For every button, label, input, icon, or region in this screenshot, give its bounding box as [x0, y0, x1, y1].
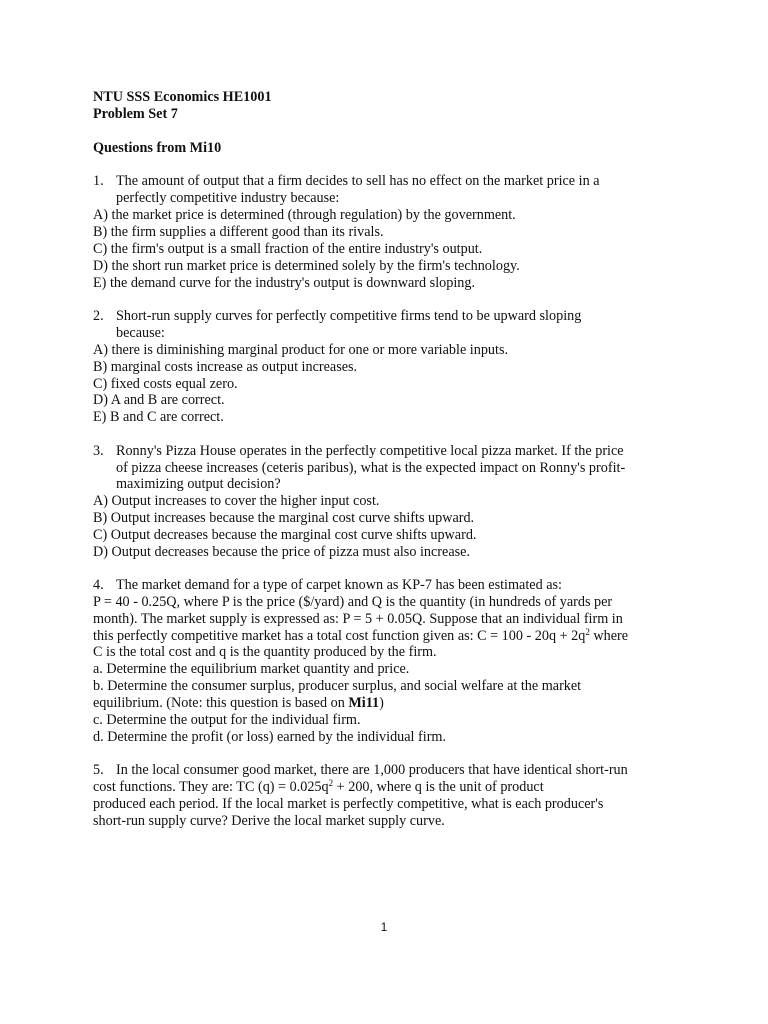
sub-question: b. Determine the consumer surplus, producer surplus, and social welfare at the market — [93, 678, 582, 694]
question-text: Ronny's Pizza House operates in the perfectly competitive local pizza market. If the price — [116, 443, 624, 459]
question-number: 3. — [93, 443, 104, 459]
answer-option: B) marginal costs increase as output increases. — [93, 359, 358, 375]
answer-option: A) there is diminishing marginal product for one or more variable inputs. — [93, 342, 509, 358]
tc-function-text: cost functions. They are: TC (q) = 0.025q — [93, 779, 329, 795]
question-text: C is the total cost and q is the quantity produced by the firm. — [93, 644, 437, 660]
note-close: ) — [379, 695, 384, 711]
section-title: Questions from Mi10 — [93, 140, 222, 156]
question-text: The amount of output that a firm decides to sell has no effect on the market price in a — [116, 173, 600, 189]
question-text: maximizing output decision? — [116, 476, 281, 492]
course-title: NTU SSS Economics HE1001 — [93, 89, 272, 105]
page-number: 1 — [380, 920, 388, 934]
question-text: Short-run supply curves for perfectly competitive firms tend to be upward sloping — [116, 308, 582, 324]
question-number: 5. — [93, 762, 104, 778]
answer-option: B) the firm supplies a different good than its rivals. — [93, 224, 384, 240]
question-text: because: — [116, 325, 165, 341]
cost-function-text: this perfectly competitive market has a total cost function given as: C = 100 - 20q + 2q — [93, 628, 586, 644]
tc-function-suffix: + 200, where q is the unit of product — [333, 779, 544, 795]
cost-function-line — [93, 628, 628, 645]
answer-option: C) Output decreases because the marginal cost curve shifts upward. — [93, 527, 477, 543]
question-text: In the local consumer good market, there are 1,000 producers that have identical short-run — [116, 762, 628, 778]
sub-question: a. Determine the equilibrium market quantity and price. — [93, 661, 410, 677]
question-number: 2. — [93, 308, 104, 324]
question-number: 1. — [93, 173, 104, 189]
question-number: 4. — [93, 577, 104, 593]
problem-set-title: Problem Set 7 — [93, 106, 178, 122]
answer-option: E) B and C are correct. — [93, 409, 224, 425]
answer-option: E) the demand curve for the industry's output is downward sloping. — [93, 275, 476, 291]
answer-option: A) the market price is determined (through regulation) by the government. — [93, 207, 516, 223]
note-reference: Mi11 — [348, 695, 380, 711]
answer-option: D) A and B are correct. — [93, 392, 225, 408]
note-line — [93, 695, 384, 712]
answer-option: C) fixed costs equal zero. — [93, 376, 238, 392]
question-text: month). The market supply is expressed as: P = 5 + 0.05Q. Suppose that an individual firm in — [93, 611, 623, 627]
question-text: perfectly competitive industry because: — [116, 190, 340, 206]
answer-option: D) the short run market price is determined solely by the firm's technology. — [93, 258, 520, 274]
answer-option: D) Output decreases because the price of pizza must also increase. — [93, 544, 470, 560]
cost-function-suffix: where — [589, 628, 629, 644]
question-text: P = 40 - 0.25Q, where P is the price ($/yard) and Q is the quantity (in hundreds of yards per — [93, 594, 613, 610]
answer-option: A) Output increases to cover the higher input cost. — [93, 493, 380, 509]
question-text: short-run supply curve? Derive the local market supply curve. — [93, 813, 445, 829]
sub-question: d. Determine the profit (or loss) earned by the individual firm. — [93, 729, 447, 745]
answer-option: B) Output increases because the marginal cost curve shifts upward. — [93, 510, 475, 526]
note-text: equilibrium. (Note: this question is based on — [93, 695, 349, 711]
question-text: produced each period. If the local market is perfectly competitive, what is each producer's — [93, 796, 604, 812]
question-text: of pizza cheese increases (ceteris paribus), what is the expected impact on Ronny's profit- — [116, 460, 626, 476]
answer-option: C) the firm's output is a small fraction of the entire industry's output. — [93, 241, 483, 257]
tc-function-line — [93, 779, 544, 796]
exponent: 2 — [585, 627, 590, 637]
sub-question: c. Determine the output for the individual firm. — [93, 712, 361, 728]
exponent: 2 — [328, 778, 334, 788]
question-text: The market demand for a type of carpet known as KP-7 has been estimated as: — [116, 577, 562, 593]
